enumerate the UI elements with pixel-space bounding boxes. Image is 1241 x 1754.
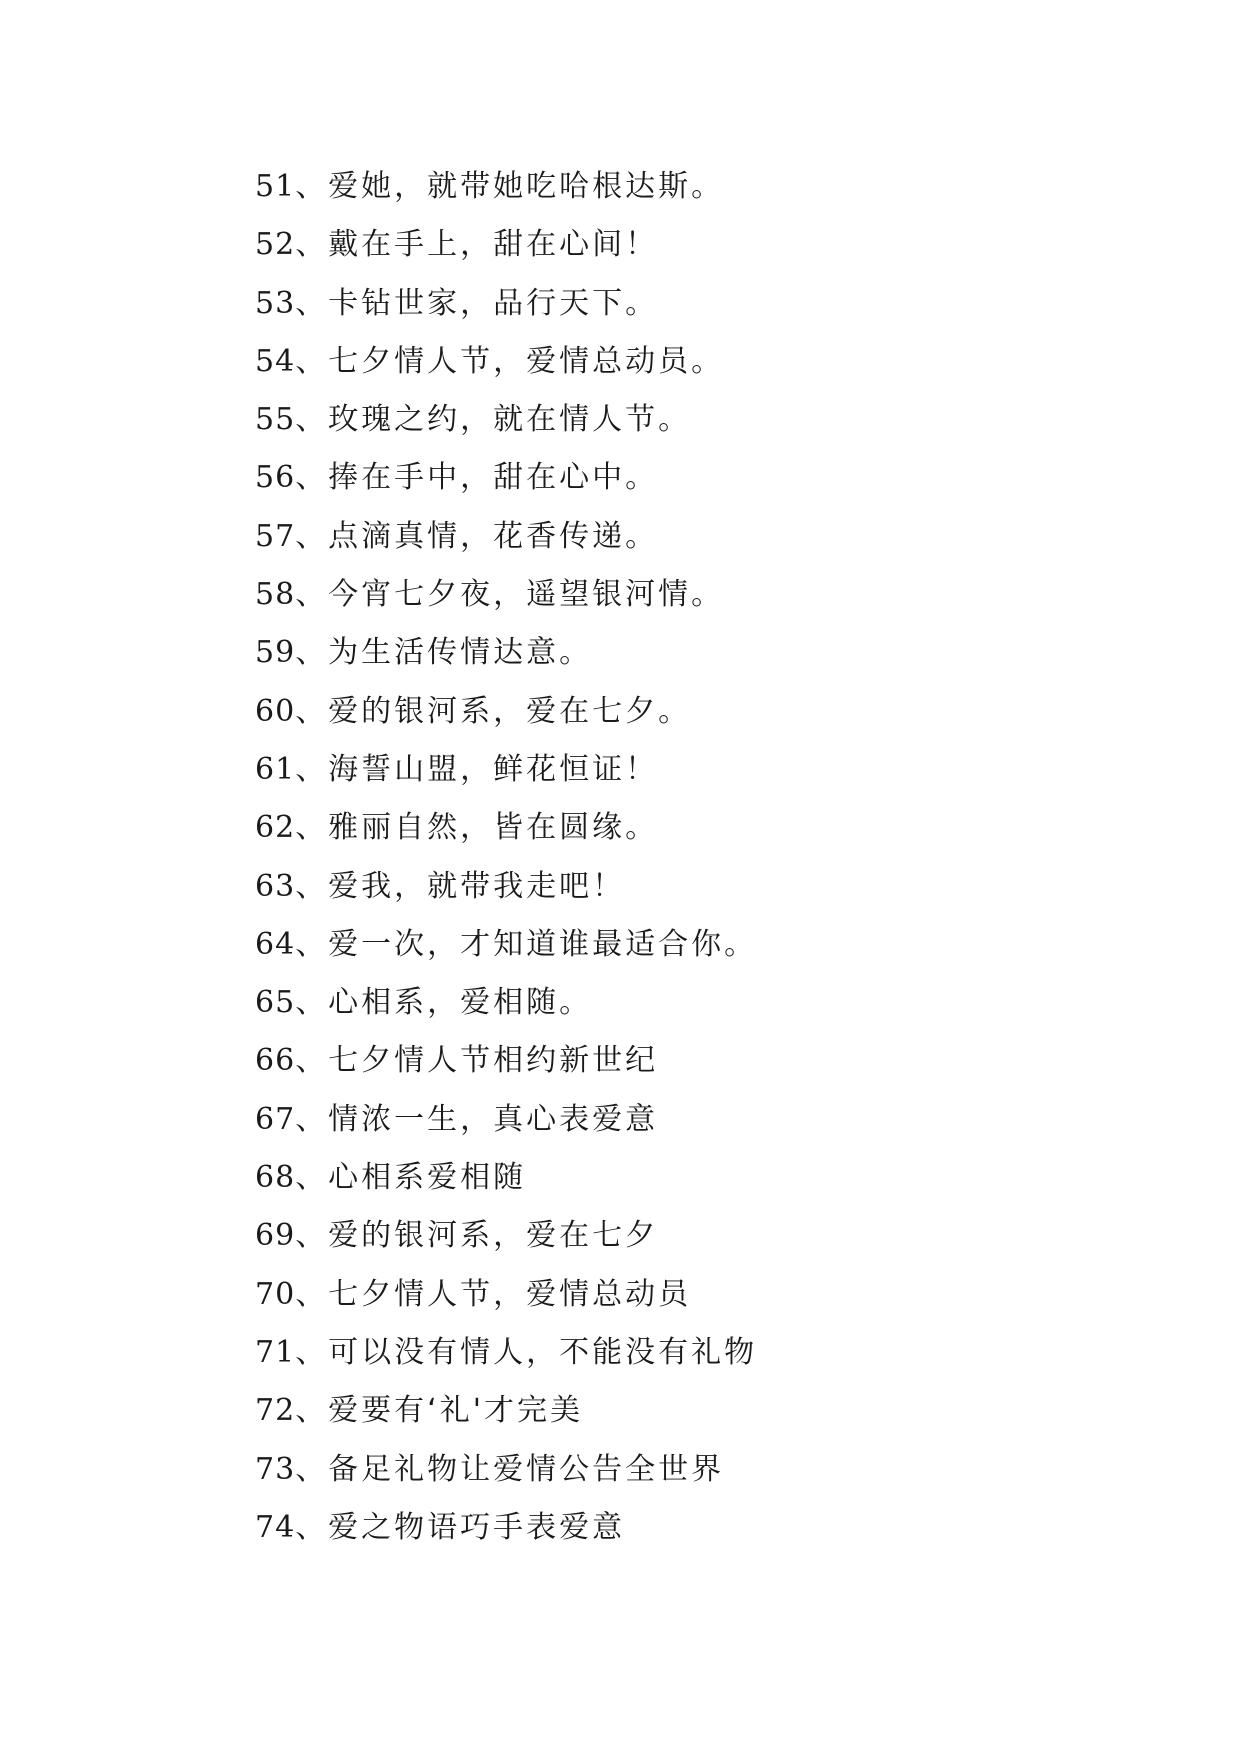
item-number: 58 — [255, 577, 296, 613]
item-number: 74 — [255, 1509, 296, 1545]
list-item — [255, 566, 1155, 624]
list-item — [255, 1149, 1155, 1207]
item-text: 、今宵七夕夜，遥望银河情。 — [295, 577, 725, 613]
item-number: 53 — [255, 285, 296, 321]
item-number: 56 — [255, 460, 296, 496]
item-number: 61 — [255, 751, 296, 787]
list-item — [255, 391, 1155, 449]
item-text: 、备足礼物让爱情公告全世界 — [295, 1451, 725, 1487]
item-text: 、海誓山盟，鲜花恒证！ — [295, 751, 659, 787]
item-text: 、为生活传情达意。 — [295, 635, 593, 671]
item-text: 、爱之物语巧手表爱意 — [295, 1509, 626, 1545]
list-item — [255, 1499, 1155, 1557]
item-text: 、爱她，就带她吃哈根达斯。 — [295, 169, 725, 204]
item-number: 69 — [255, 1218, 296, 1254]
item-number: 64 — [255, 926, 296, 962]
item-number: 70 — [255, 1276, 296, 1312]
item-text: 、雅丽自然，皆在圆缘。 — [295, 810, 659, 846]
item-text: 、点滴真情，花香传递。 — [295, 518, 659, 554]
item-text: 、爱的银河系，爱在七夕。 — [295, 693, 692, 729]
item-text: 、戴在手上，甜在心间！ — [295, 227, 659, 263]
list-item — [255, 333, 1155, 391]
slogan-list — [255, 158, 1155, 1557]
item-text: 、爱要有‘礼'才完美 — [295, 1393, 583, 1429]
list-item — [255, 1266, 1155, 1324]
item-text: 、情浓一生，真心表爱意 — [295, 1101, 659, 1137]
item-number: 68 — [255, 1160, 296, 1196]
list-item — [255, 158, 1155, 216]
item-number: 72 — [255, 1393, 296, 1429]
item-text: 、玫瑰之约，就在情人节。 — [295, 402, 692, 438]
item-text: 、七夕情人节相约新世纪 — [295, 1043, 659, 1079]
item-text: 、心相系，爱相随。 — [295, 985, 593, 1021]
list-item — [255, 624, 1155, 682]
item-number: 59 — [255, 635, 296, 671]
item-text: 、可以没有情人，不能没有礼物 — [295, 1334, 758, 1370]
list-item — [255, 508, 1155, 566]
item-number: 66 — [255, 1043, 296, 1079]
item-text: 、七夕情人节，爱情总动员。 — [295, 343, 725, 379]
list-item — [255, 449, 1155, 507]
item-number: 51 — [255, 169, 296, 204]
list-item — [255, 1207, 1155, 1265]
list-item — [255, 1441, 1155, 1499]
item-number: 63 — [255, 868, 296, 904]
item-number: 60 — [255, 693, 296, 729]
item-number: 65 — [255, 985, 296, 1021]
item-text: 、卡钻世家，品行天下。 — [295, 285, 659, 321]
item-number: 57 — [255, 518, 296, 554]
list-item — [255, 275, 1155, 333]
item-text: 、七夕情人节，爱情总动员 — [295, 1276, 692, 1312]
list-item — [255, 1091, 1155, 1149]
item-text: 、爱一次，才知道谁最适合你。 — [295, 926, 758, 962]
item-number: 52 — [255, 227, 296, 263]
item-text: 、心相系爱相随 — [295, 1160, 527, 1196]
list-item — [255, 858, 1155, 916]
list-item — [255, 799, 1155, 857]
item-text: 、捧在手中，甜在心中。 — [295, 460, 659, 496]
list-item — [255, 1032, 1155, 1090]
list-item — [255, 741, 1155, 799]
list-item — [255, 216, 1155, 274]
item-number: 71 — [255, 1334, 296, 1370]
item-number: 55 — [255, 402, 296, 438]
item-text: 、爱的银河系，爱在七夕 — [295, 1218, 659, 1254]
item-number: 67 — [255, 1101, 296, 1137]
item-text: 、爱我，就带我走吧！ — [295, 868, 626, 904]
list-item — [255, 683, 1155, 741]
item-number: 73 — [255, 1451, 296, 1487]
list-item — [255, 1382, 1155, 1440]
item-number: 54 — [255, 343, 296, 379]
item-number: 62 — [255, 810, 296, 846]
list-item — [255, 974, 1155, 1032]
list-item — [255, 1324, 1155, 1382]
list-item — [255, 916, 1155, 974]
